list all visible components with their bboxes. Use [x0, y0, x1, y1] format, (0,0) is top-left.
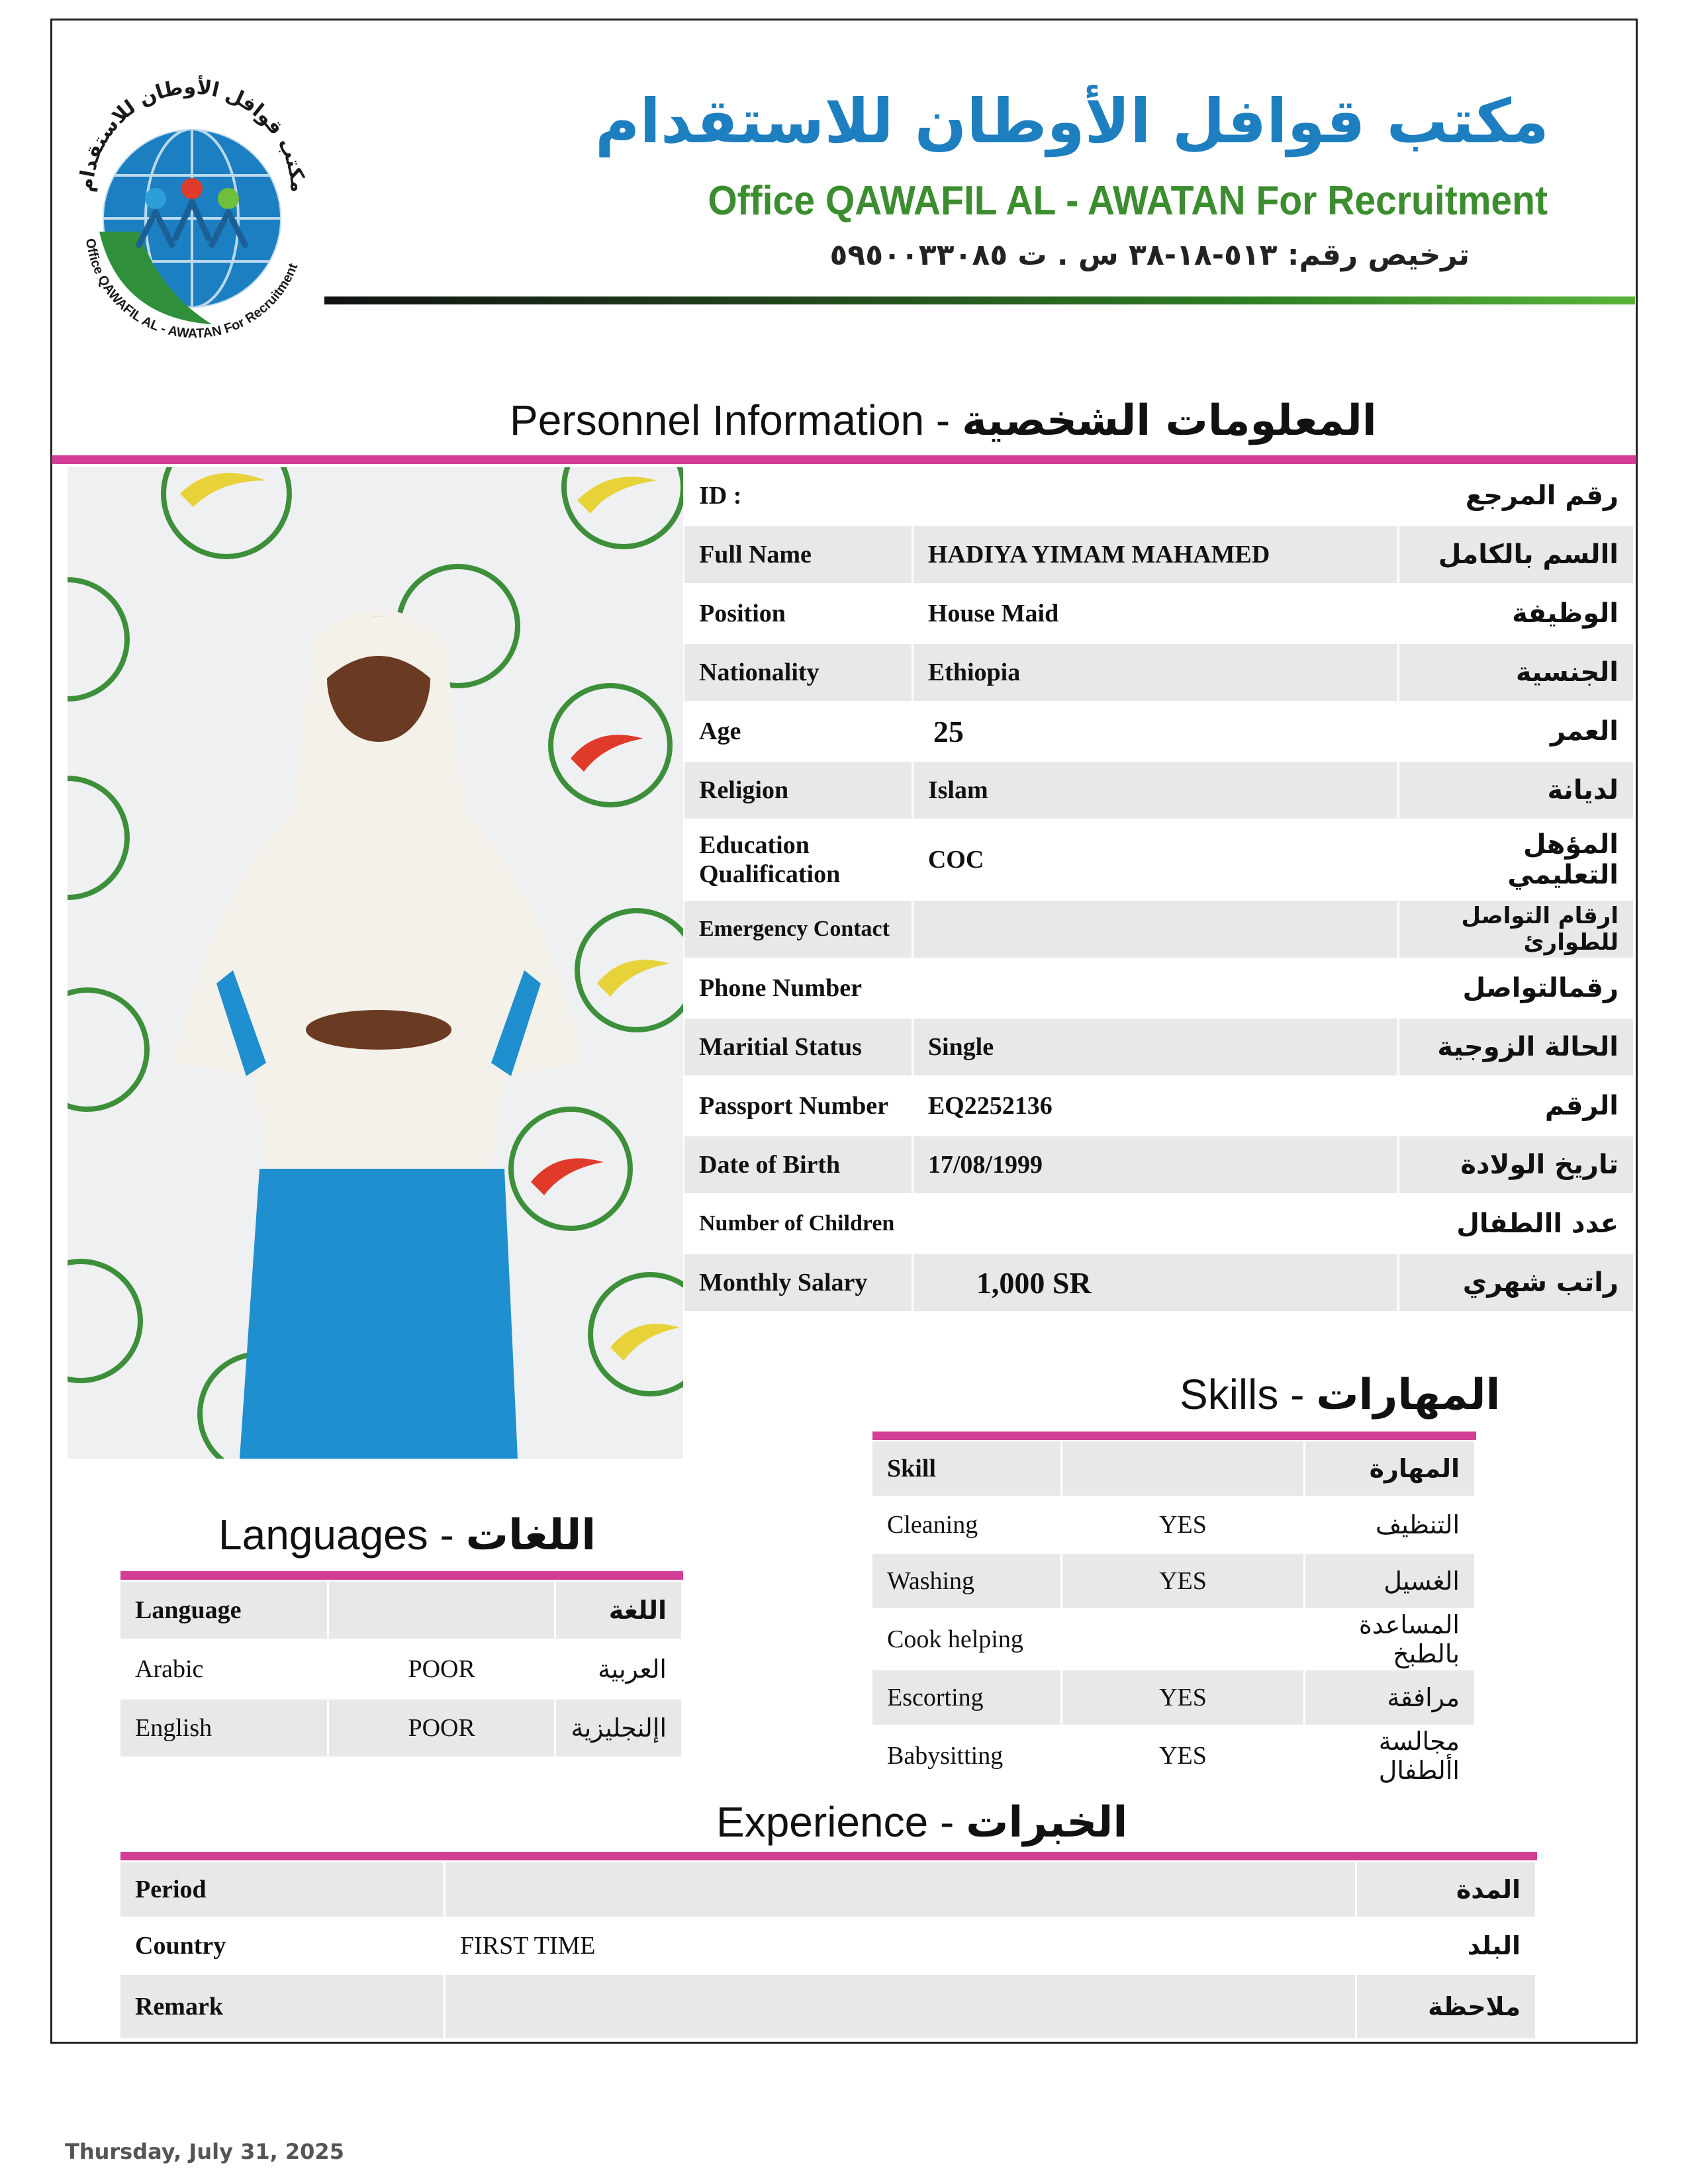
row-label-ar: رقم المرجع — [1399, 467, 1634, 525]
language-name: Arabic — [120, 1640, 328, 1699]
row-value — [912, 467, 1398, 525]
skill-value — [1062, 1610, 1305, 1670]
exp-value — [445, 1862, 1356, 1918]
row-label-ar: المؤهل التعليمي — [1399, 820, 1634, 900]
footer-date: Thursday, July 31, 2025 — [65, 2139, 344, 2164]
salary-value: 1,000 SR — [912, 1253, 1398, 1312]
row-label-ar: رقمالتواصل — [1399, 959, 1634, 1018]
header-divider — [324, 296, 1635, 304]
row-label-ar: االسم بالكامل — [1399, 525, 1634, 584]
table-row — [120, 1974, 1536, 2040]
table-row — [120, 1918, 1536, 1974]
language-header-ar: اللغة — [555, 1582, 682, 1640]
table-row — [684, 959, 1634, 1018]
skill-name-ar: مجالسة األطفال — [1305, 1726, 1476, 1786]
skill-name-ar: الغسيل — [1305, 1553, 1476, 1610]
languages-title — [218, 1510, 596, 1560]
language-name-ar: العربية — [555, 1640, 682, 1699]
skill-name: Washing — [872, 1553, 1062, 1610]
exp-value — [445, 1974, 1356, 2040]
row-label-ar: راتب شهري — [1399, 1253, 1634, 1312]
skill-name-ar: التنظيف — [1305, 1497, 1476, 1553]
exp-label: Country — [120, 1918, 445, 1974]
table-row — [872, 1610, 1476, 1670]
personnel-title-en: Personnel Information - — [510, 396, 962, 444]
skills-title-en: Skills - — [1180, 1371, 1317, 1418]
row-label: Position — [684, 584, 912, 643]
exp-label-ar: ملاحظة — [1356, 1974, 1536, 2040]
table-row — [684, 643, 1634, 702]
row-label-ar: الرقم — [1399, 1077, 1634, 1136]
exp-label-ar: المدة — [1356, 1862, 1536, 1918]
table-row — [120, 1699, 682, 1758]
row-label: Education Qualification — [684, 820, 912, 900]
table-row — [872, 1553, 1476, 1610]
header-spacer — [1062, 1441, 1305, 1497]
skill-value: YES — [1062, 1553, 1305, 1610]
table-row — [684, 1253, 1634, 1312]
experience-title-ar: الخبرات — [966, 1798, 1128, 1847]
table-row — [684, 761, 1634, 820]
passport-value: EQ2252136 — [912, 1077, 1398, 1136]
office-name-english: Office QAWAFIL AL - AWATAN For Recruitment — [708, 178, 1548, 224]
full-name-value: HADIYA YIMAM MAHAMED — [912, 525, 1398, 584]
exp-value: FIRST TIME — [445, 1918, 1356, 1974]
row-label-ar: تاريخ الولادة — [1399, 1136, 1634, 1195]
table-row — [684, 467, 1634, 525]
table-header-row — [872, 1441, 1476, 1497]
skill-value: YES — [1062, 1497, 1305, 1553]
skills-title-bar — [872, 1432, 1476, 1440]
row-label-ar: عدد االطفال — [1399, 1195, 1634, 1253]
row-label: Number of Children — [684, 1195, 912, 1253]
experience-title-bar — [120, 1852, 1537, 1860]
table-row — [872, 1497, 1476, 1553]
row-label: ID : — [684, 467, 912, 525]
exp-label: Period — [120, 1862, 445, 1918]
personnel-table — [684, 467, 1635, 1313]
nationality-value: Ethiopia — [912, 643, 1398, 702]
skill-value: YES — [1062, 1726, 1305, 1786]
table-row — [684, 820, 1634, 900]
table-row — [872, 1670, 1476, 1726]
children-value — [912, 1195, 1398, 1253]
marital-status-value: Single — [912, 1018, 1398, 1077]
row-label: Monthly Salary — [684, 1253, 912, 1312]
table-row — [684, 702, 1634, 761]
skill-value: YES — [1062, 1670, 1305, 1726]
age-value: 25 — [912, 702, 1398, 761]
skill-name: Cook helping — [872, 1610, 1062, 1670]
experience-title — [716, 1797, 1127, 1847]
language-level: POOR — [328, 1699, 555, 1758]
row-label: Nationality — [684, 643, 912, 702]
row-label: Phone Number — [684, 959, 912, 1018]
personnel-title — [510, 396, 1377, 445]
position-value: House Maid — [912, 584, 1398, 643]
languages-title-ar: اللغات — [465, 1511, 596, 1560]
languages-table — [120, 1582, 683, 1758]
table-row — [684, 1195, 1634, 1253]
skills-title — [1180, 1370, 1500, 1420]
row-label-ar: العمر — [1399, 702, 1634, 761]
skill-name-ar: مرافقة — [1305, 1670, 1476, 1726]
company-logo — [60, 66, 318, 397]
personnel-title-bar — [52, 455, 1636, 464]
row-label: Full Name — [684, 525, 912, 584]
header-spacer — [328, 1582, 555, 1640]
language-level: POOR — [328, 1640, 555, 1699]
row-label-ar: الوظيفة — [1399, 584, 1634, 643]
language-name: English — [120, 1699, 328, 1758]
table-row — [684, 525, 1634, 584]
candidate-photo — [68, 467, 683, 1459]
table-row — [684, 1077, 1634, 1136]
skills-title-ar: المهارات — [1316, 1371, 1501, 1420]
language-header: Language — [120, 1582, 328, 1640]
row-label: Passport Number — [684, 1077, 912, 1136]
skill-header-ar: المهارة — [1305, 1441, 1476, 1497]
languages-title-bar — [120, 1571, 683, 1580]
skill-name: Cleaning — [872, 1497, 1062, 1553]
skill-name: Babysitting — [872, 1726, 1062, 1786]
logo-ring-bottom-text: Office QAWAFIL AL - AWATAN For Recruitment — [82, 237, 301, 341]
row-label: Age — [684, 702, 912, 761]
row-label: Religion — [684, 761, 912, 820]
row-label: Maritial Status — [684, 1018, 912, 1077]
table-row — [120, 1862, 1536, 1918]
skill-name-ar: المساعدة بالطبخ — [1305, 1610, 1476, 1670]
religion-value: Islam — [912, 761, 1398, 820]
table-row — [684, 1018, 1634, 1077]
license-number: ترخيص رقم: ٥١٣-١٨-٣٨ س . ت ٥٩٥٠٠٣٣٠٨٥ — [829, 238, 1470, 272]
experience-table — [120, 1862, 1537, 2040]
row-label-ar: لديانة — [1399, 761, 1634, 820]
phone-value — [912, 959, 1398, 1018]
office-name-arabic: مكتب قوافل الأوطان للاستقدام — [594, 86, 1549, 157]
exp-label: Remark — [120, 1974, 445, 2040]
table-header-row — [120, 1582, 682, 1640]
table-row — [872, 1726, 1476, 1786]
table-row — [684, 1136, 1634, 1195]
row-label-ar: الحالة الزوجية — [1399, 1018, 1634, 1077]
row-label: Date of Birth — [684, 1136, 912, 1195]
emergency-contact-value — [912, 900, 1398, 959]
table-row — [120, 1640, 682, 1699]
skill-header: Skill — [872, 1441, 1062, 1497]
logo-ring-top-text: مكتب قوافل الأوطان للاستقدام — [74, 75, 310, 193]
personnel-title-ar: المعلومات الشخصية — [962, 396, 1377, 445]
table-row — [684, 584, 1634, 643]
row-label: Emergency Contact — [684, 900, 912, 959]
languages-title-en: Languages - — [218, 1511, 466, 1559]
dob-value: 17/08/1999 — [912, 1136, 1398, 1195]
experience-title-en: Experience - — [716, 1798, 966, 1846]
education-value: COC — [912, 820, 1398, 900]
skills-table — [872, 1441, 1476, 1787]
skill-name: Escorting — [872, 1670, 1062, 1726]
language-name-ar: اإلنجليزية — [555, 1699, 682, 1758]
row-label-ar: ارقام التواصل للطوارئ — [1399, 900, 1634, 959]
exp-label-ar: البلد — [1356, 1918, 1536, 1974]
row-label-ar: الجنسية — [1399, 643, 1634, 702]
table-row — [684, 900, 1634, 959]
